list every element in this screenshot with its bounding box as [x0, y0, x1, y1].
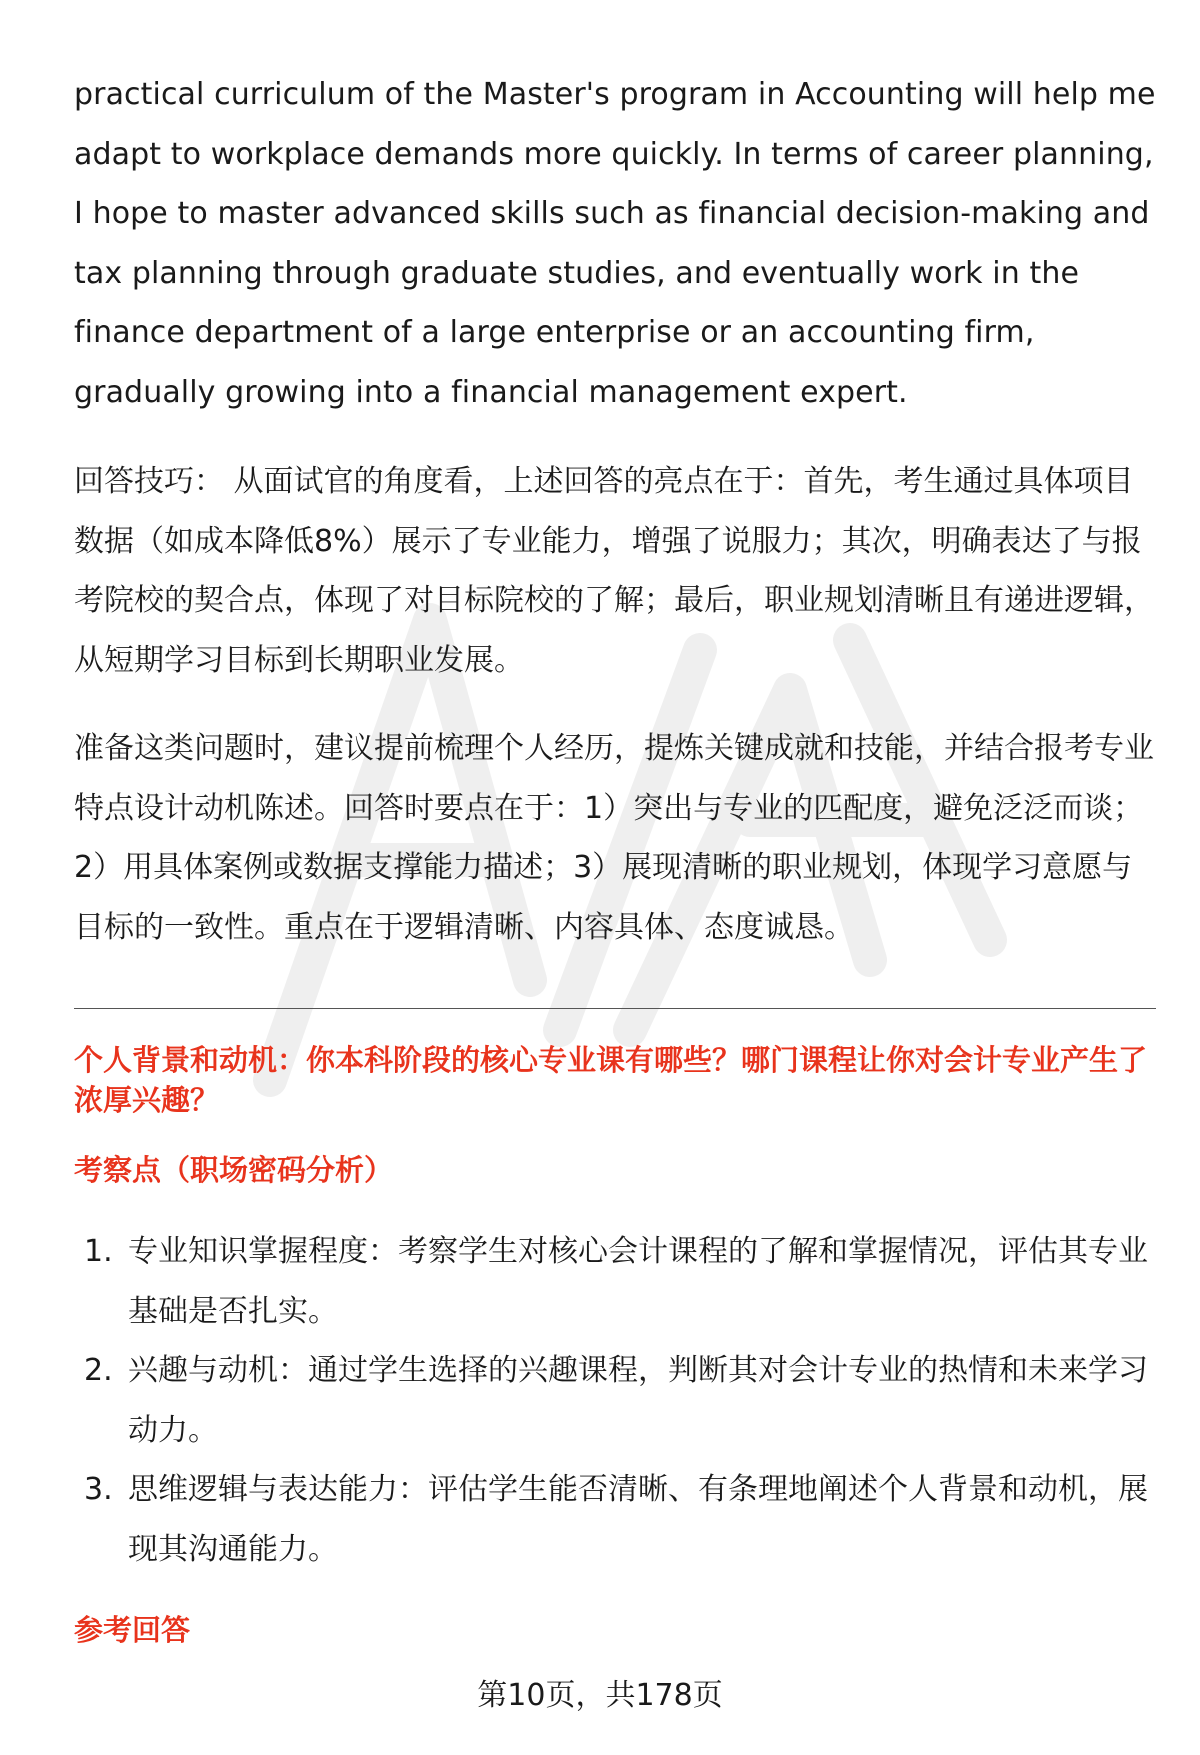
- focus-list: [74, 1222, 1160, 1579]
- page-number-footer: 第10页，共178页: [477, 1678, 723, 1713]
- list-item: [74, 1460, 1160, 1579]
- english-paragraph: practical curriculum of the Master's program in Accounting will help me adapt to workplace demands more quickly. In terms of career planning, I hope to master advanced skills such as financial decision-making and tax planning through graduate studies, and eventually work in the finance department of a large enterprise or an accounting firm, gradually growing into a financial management expert.: [74, 77, 1156, 410]
- focus-heading: 考察点（职场密码分析）: [74, 1153, 394, 1187]
- list-item: [74, 1222, 1160, 1341]
- preparation-advice-paragraph: 准备这类问题时，建议提前梳理个人经历，提炼关键成就和技能，并结合报考专业特点设计动机陈述。回答时要点在于：1）突出与专业的匹配度，避免泛泛而谈；2）用具体案例或数据支撑能力描述；3）展现清晰的职业规划，体现学习意愿与目标的一致性。重点在于逻辑清晰、内容具体、态度诚恳。: [74, 731, 1154, 945]
- list-item-number: 1.: [84, 1234, 113, 1269]
- reference-answer-heading: 参考回答: [74, 1613, 191, 1647]
- question-title: 个人背景和动机：你本科阶段的核心专业课有哪些？哪门课程让你对会计专业产生了浓厚兴趣？: [74, 1043, 1148, 1117]
- list-item-text: 兴趣与动机：通过学生选择的兴趣课程，判断其对会计专业的热情和未来学习动力。: [128, 1353, 1148, 1448]
- list-item-number: 3.: [84, 1472, 113, 1507]
- list-item-text: 思维逻辑与表达能力：评估学生能否清晰、有条理地阐述个人背景和动机，展现其沟通能力。: [128, 1472, 1148, 1567]
- list-item: [74, 1341, 1160, 1460]
- list-item-text: 专业知识掌握程度：考察学生对核心会计课程的了解和掌握情况，评估其专业基础是否扎实。: [128, 1234, 1148, 1329]
- list-item-number: 2.: [84, 1353, 113, 1388]
- answer-tip-paragraph: 回答技巧： 从面试官的角度看，上述回答的亮点在于：首先，考生通过具体项目数据（如成本降低8%）展示了专业能力，增强了说服力；其次，明确表达了与报考院校的契合点，体现了对目标院校的了解；最后，职业规划清晰且有递进逻辑，从短期学习目标到长期职业发展。: [74, 464, 1154, 678]
- section-divider: [74, 1008, 1156, 1009]
